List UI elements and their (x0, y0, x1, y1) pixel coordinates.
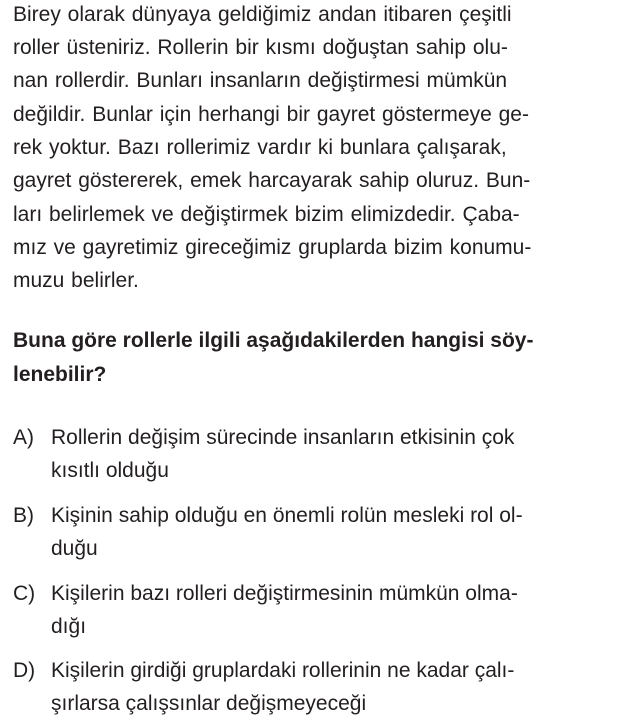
question-line: lenebilir? (13, 363, 107, 386)
option-text: kısıtlı olduğu (51, 459, 169, 482)
option-text: Kişinin sahip olduğu en önemli rolün mesleki rol ol- (51, 504, 523, 527)
passage-line: mız ve gayretimiz gireceğimiz gruplarda bizim konumu- (13, 236, 532, 259)
question-line: Buna göre rollerle ilgili aşağıdakilerden hangisi söy- (13, 329, 534, 352)
option-text: duğu (51, 537, 98, 560)
passage-line: rek yoktur. Bazı rollerimiz vardır ki bunlara çalışarak, (13, 136, 507, 159)
passage-line: Birey olarak dünyaya geldiğimiz andan itibaren çeşitli (13, 3, 512, 26)
passage-line: muzu belirler. (13, 269, 139, 292)
passage-line: roller üsteniriz. Rollerin bir kısmı doğuştan sahip olu- (13, 36, 508, 59)
option-text: şırlarsa çalışsınlar değişmeyeceği (51, 692, 367, 715)
option-text: Kişilerin girdiği gruplardaki rollerinin ne kadar çalı- (51, 659, 515, 682)
passage-line: gayret göstererek, emek harcayarak sahip oluruz. Bun- (13, 169, 531, 192)
passage-line: ları belirlemek ve değiştirmek bizim elimizdedir. Çaba- (13, 203, 520, 226)
option-letter: C) (13, 582, 36, 605)
option-text: Kişilerin bazı rolleri değiştirmesinin mümkün olma- (51, 582, 518, 605)
option-text: Rollerin değişim sürecinde insanların etkisinin çok (51, 426, 515, 449)
option-letter: D) (13, 659, 36, 682)
passage-line: değildir. Bunlar için herhangi bir gayret göstermeye ge- (13, 103, 529, 126)
option-text: dığı (51, 615, 87, 638)
passage-line: nan rollerdir. Bunları insanların değiştirmesi mümkün (13, 69, 508, 92)
option-letter: B) (13, 504, 34, 527)
option-letter: A) (13, 426, 34, 449)
